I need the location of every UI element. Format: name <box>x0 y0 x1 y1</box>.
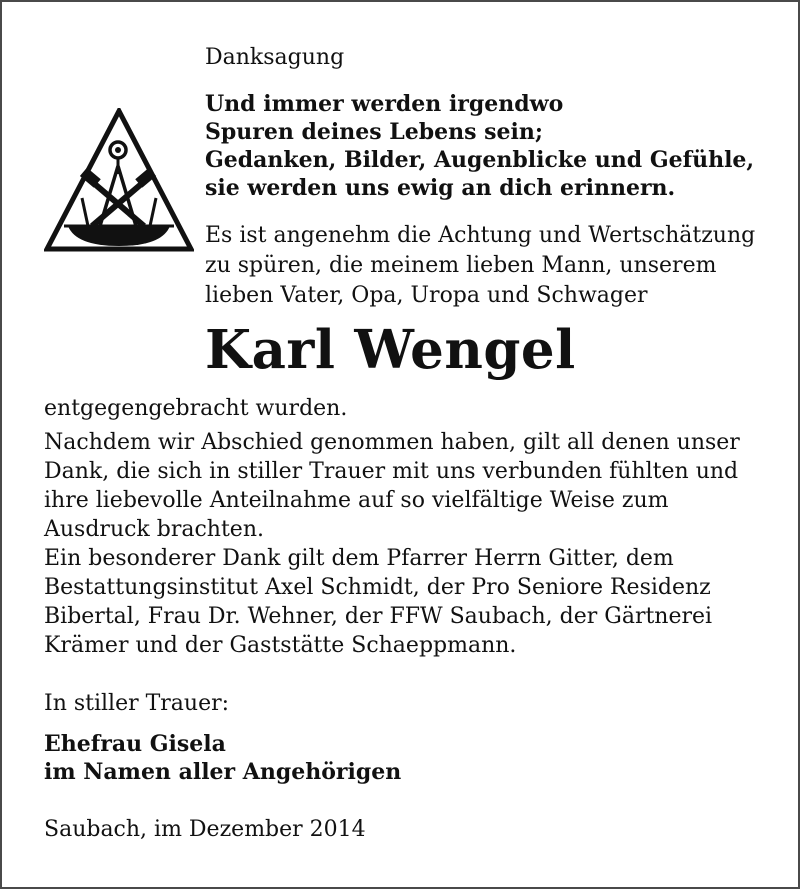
intro-line: zu spüren, die meinem lieben Mann, unserem <box>205 253 717 278</box>
verse-line: sie werden uns ewig an dich erinnern. <box>205 175 676 201</box>
intro-line: Es ist angenehm die Achtung und Wertschätzung <box>205 223 756 248</box>
intro-text <box>205 221 755 311</box>
deceased-name: Karl Wengel <box>205 319 576 381</box>
body-line: Ausdruck brachten. <box>44 517 264 542</box>
miner-triangle-icon <box>44 108 194 253</box>
notice-heading: Danksagung <box>205 45 345 70</box>
body-line: Dank, die sich in stiller Trauer mit uns verbunden fühlten und <box>44 459 739 484</box>
signature-line: im Namen aller Angehörigen <box>44 759 402 785</box>
signature <box>44 730 401 786</box>
thanks-body <box>44 428 740 660</box>
verse-line: Gedanken, Bilder, Augenblicke und Gefühle, <box>205 147 755 173</box>
body-line: Bibertal, Frau Dr. Wehner, der FFW Saubach, der Gärtnerei <box>44 604 713 629</box>
after-name-text: entgegengebracht wurden. <box>44 396 348 421</box>
body-line: Krämer und der Gaststätte Schaeppmann. <box>44 633 517 658</box>
signature-line: Ehefrau Gisela <box>44 731 226 757</box>
mourning-label: In stiller Trauer: <box>44 691 230 716</box>
body-line: Bestattungsinstitut Axel Schmidt, der Pro Seniore Residenz <box>44 575 711 600</box>
intro-line: lieben Vater, Opa, Uropa und Schwager <box>205 283 648 308</box>
body-line: ihre liebevolle Anteilnahme auf so vielfältige Weise zum <box>44 488 669 513</box>
verse-line: Spuren deines Lebens sein; <box>205 119 544 145</box>
verse <box>205 90 754 202</box>
verse-line: Und immer werden irgendwo <box>205 91 564 117</box>
body-line: Ein besonderer Dank gilt dem Pfarrer Herrn Gitter, dem <box>44 546 674 571</box>
body-line: Nachdem wir Abschied genommen haben, gilt all denen unser <box>44 430 740 455</box>
place-date: Saubach, im Dezember 2014 <box>44 817 366 842</box>
